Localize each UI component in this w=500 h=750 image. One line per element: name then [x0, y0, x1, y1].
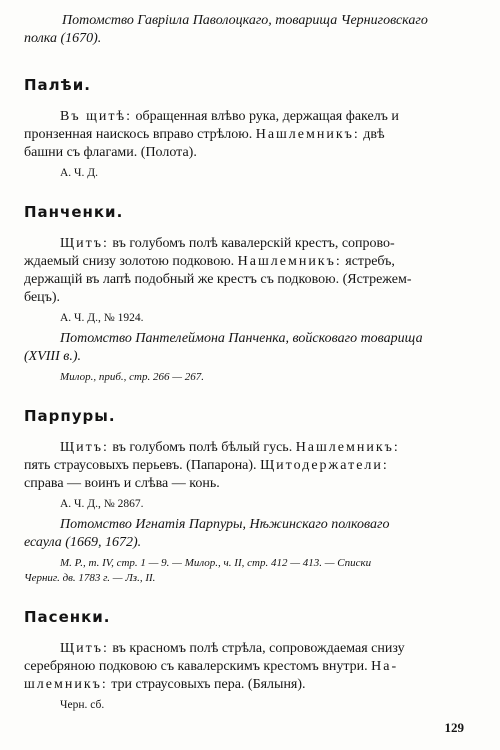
- entry-descent: Потомство Игнатія Парпуры, Нѣжинскаго полковаго: [60, 517, 390, 532]
- term: Щитодержатели:: [260, 458, 389, 473]
- term: На-: [371, 659, 399, 674]
- entry-source: А. Ч. Д., № 2867.: [60, 498, 144, 510]
- entry-text: [24, 676, 464, 694]
- intro-text: полка (1670).: [24, 31, 102, 46]
- entry-text: [24, 439, 464, 457]
- entry-descent: (XVIII в.).: [24, 349, 81, 364]
- entry-title: Панченки.: [24, 203, 124, 221]
- text: двѣ: [359, 127, 385, 142]
- term: Нашлемникъ:: [255, 127, 360, 142]
- entry-text: справа — воинъ и слѣва — конь.: [24, 476, 220, 491]
- entry-source: А. Ч. Д., № 1924.: [60, 312, 144, 324]
- entry-parpury: [24, 407, 464, 586]
- text: ястребъ,: [341, 254, 395, 269]
- intro-line: [24, 30, 464, 48]
- entry-text: держащій въ лапѣ подобный же крестъ съ подковою. (Ястрежем-: [24, 272, 412, 287]
- entry-text: [24, 108, 464, 126]
- page-number: 129: [444, 720, 464, 735]
- intro-text: Потомство Гавріила Паволоцкаго, товарища Черниговскаго: [62, 13, 428, 28]
- term: Въ щитѣ:: [60, 109, 132, 124]
- text: въ голубомъ полѣ кавалерскій крестъ, сопрово-: [108, 236, 395, 251]
- text: три страусовыхъ пера. (Бялыня).: [107, 677, 306, 692]
- text: пронзенная наискось вправо стрѣлою.: [24, 127, 256, 142]
- entry-text: [24, 126, 464, 144]
- term: Щитъ:: [60, 236, 109, 251]
- entry-reference: М. Р., т. IV, стр. 1 — 9. — Милор., ч. II, стр. 412 — 413. — Списки: [60, 557, 372, 569]
- entry-text: бецъ).: [24, 290, 61, 305]
- text: башни съ флагами. (Полота).: [24, 145, 197, 160]
- term: Нашлемникъ:: [237, 254, 342, 269]
- term: Щитъ:: [60, 641, 109, 656]
- text: въ голубомъ полѣ бѣлый гусь.: [108, 440, 296, 455]
- term: шлемникъ:: [24, 677, 108, 692]
- text: обращенная влѣво рука, держащая факелъ и: [131, 109, 399, 124]
- term: Нашлемникъ:: [295, 440, 400, 455]
- entry-title: Парпуры.: [24, 407, 116, 425]
- entry-panchenki: [24, 203, 464, 385]
- entry-reference: Милор., приб., стр. 266 — 267.: [60, 371, 204, 383]
- text: серебряною подковою съ кавалерскимъ крестомъ внутри.: [24, 659, 372, 674]
- entry-reference: Черниг. дв. 1783 г. — Лз., II.: [24, 572, 156, 584]
- entry-title: Палѣи.: [24, 76, 91, 94]
- entry-text: [24, 253, 464, 271]
- text: пять страусовыхъ перьевъ. (Папарона).: [24, 458, 261, 473]
- entry-source: А. Ч. Д.: [60, 167, 98, 179]
- text: въ красномъ полѣ стрѣла, сопровождаемая снизу: [108, 641, 405, 656]
- text: ждаемый снизу золотою подковою.: [24, 254, 238, 269]
- entry-text: [24, 144, 464, 162]
- entry-text: [24, 640, 464, 658]
- entry-descent: Потомство Пантелеймона Панченка, войсковаго товарища: [60, 331, 423, 346]
- entry-source: Черн. сб.: [60, 699, 105, 711]
- intro-line: [62, 12, 464, 30]
- entry-pasenki: [24, 608, 464, 713]
- entry-text: [24, 457, 464, 475]
- entry-text: [24, 658, 464, 676]
- entry-text: [24, 235, 464, 253]
- entry-descent: есаула (1669, 1672).: [24, 535, 142, 550]
- entry-title: Пасенки.: [24, 608, 111, 626]
- term: Щитъ:: [60, 440, 109, 455]
- entry-paley: [24, 76, 464, 181]
